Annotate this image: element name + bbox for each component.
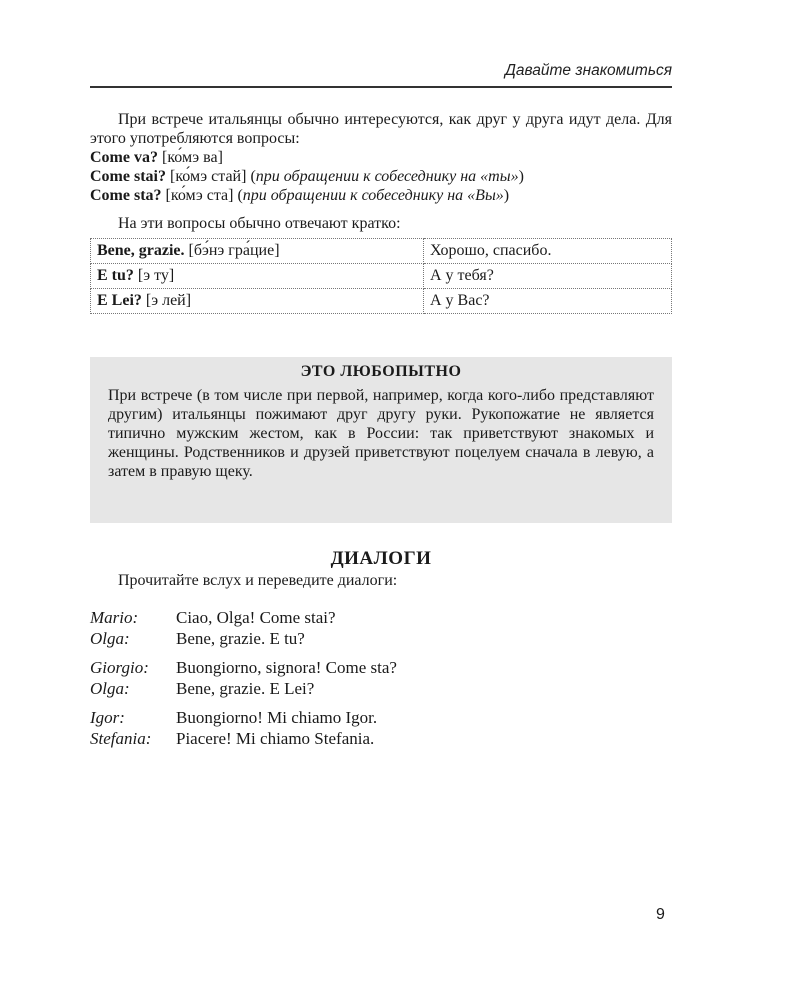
dialog-line: [90, 728, 672, 749]
dialog-speaker: Mario:: [90, 608, 139, 627]
phrase-note: при обращении к собеседнику на «Вы»: [242, 187, 504, 204]
dialog-utterance: Buongiorno, signora! Come sta?: [176, 658, 397, 677]
dialogs-instruction: Прочитайте вслух и переведите диалоги:: [118, 572, 398, 589]
curious-fact-title: ЭТО ЛЮБОПЫТНО: [300, 363, 462, 380]
table-cell-italian: [91, 264, 424, 289]
table-cell-russian: Хорошо, спасибо.: [424, 239, 672, 264]
answer-pronunciation: [э лей]: [145, 292, 192, 309]
dialog-speaker: Olga:: [90, 679, 130, 698]
phrase-italian: Come sta?: [90, 187, 162, 204]
answers-intro: На эти вопросы обычно отвечают кратко:: [118, 215, 401, 232]
dialog-utterance: Bene, grazie. E tu?: [176, 629, 305, 648]
running-header: [90, 58, 672, 88]
dialog-utterance: Buongiorno! Mi chiamo Igor.: [176, 708, 378, 727]
running-header-title: Давайте знакомиться: [505, 62, 672, 79]
table-cell-italian: [91, 289, 424, 314]
dialog-line: [90, 707, 672, 728]
dialog-speaker: Olga:: [90, 629, 130, 648]
table-cell-russian: А у Вас?: [424, 289, 672, 314]
table-row: [91, 289, 672, 314]
dialog-line: [90, 607, 672, 628]
curious-fact-text: При встрече (в том числе при первой, например, когда кого-либо представляют другим) итальянцы пожимают друг другу руки. Рукопожатие не является типично мужским жестом, как в России: так приветствуют знакомых и женщины. Родственников и друзей приветствуют поцелуем сначала в левую, а затем в правую щеку.: [108, 387, 654, 480]
phrase-note: при обращении к собеседнику на «ты»: [255, 168, 519, 185]
phrase-line: Come sta? [ко́мэ ста] (при обращении к собеседнику на «Вы»): [90, 187, 510, 204]
answer-italian: E tu?: [97, 267, 134, 284]
dialog-speaker: Stefania:: [90, 729, 152, 748]
phrase-pronunciation: [ко́мэ ва]: [161, 149, 223, 166]
table-row: [91, 264, 672, 289]
phrase-line: Come stai? [ко́мэ стай] (при обращении к собеседнику на «ты»): [90, 168, 524, 185]
answer-italian: Bene, grazie.: [97, 242, 185, 259]
curious-fact-box: [90, 357, 672, 523]
phrase-italian: Come stai?: [90, 168, 166, 185]
dialog: [90, 607, 672, 649]
table-cell-russian: А у тебя?: [424, 264, 672, 289]
page-number: 9: [656, 906, 665, 923]
answer-pronunciation: [бэ́нэ гра́цие]: [188, 242, 280, 259]
dialog-line: [90, 678, 672, 699]
dialog-utterance: Ciao, Olga! Come stai?: [176, 608, 336, 627]
dialogs-title: ДИАЛОГИ: [330, 548, 432, 569]
answers-table: [90, 238, 672, 314]
dialog-utterance: Bene, grazie. E Lei?: [176, 679, 315, 698]
answer-pronunciation: [э ту]: [137, 267, 175, 284]
phrase-italian: Come va?: [90, 149, 158, 166]
dialog-speaker: Igor:: [90, 708, 125, 727]
phrase-pronunciation: [ко́мэ ста]: [165, 187, 234, 204]
table-cell-italian: [91, 239, 424, 264]
dialog: [90, 657, 672, 699]
dialogs-list: [90, 607, 672, 757]
dialog-line: [90, 657, 672, 678]
dialog-line: [90, 628, 672, 649]
dialog-speaker: Giorgio:: [90, 658, 149, 677]
phrase-pronunciation: [ко́мэ стай]: [169, 168, 247, 185]
phrase-line: [90, 148, 672, 167]
intro-paragraph: При встрече итальянцы обычно интересуются, как друг у друга идут дела. Для этого употребляются вопросы:: [90, 111, 672, 147]
table-row: [91, 239, 672, 264]
dialog: [90, 707, 672, 749]
dialog-utterance: Piacere! Mi chiamo Stefania.: [176, 729, 375, 748]
intro-section: [90, 110, 672, 205]
answer-italian: E Lei?: [97, 292, 142, 309]
